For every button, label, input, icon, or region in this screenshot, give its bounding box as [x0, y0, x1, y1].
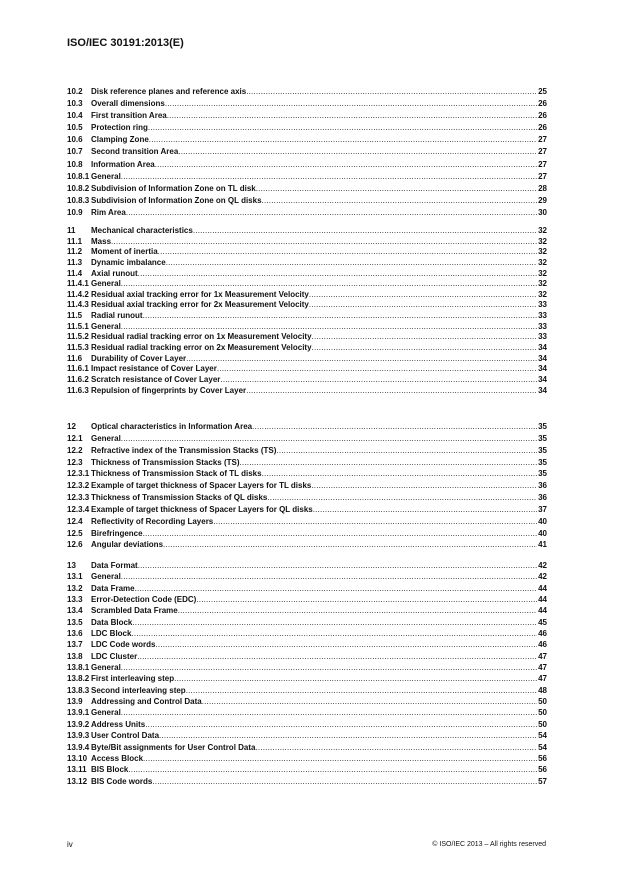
toc-entry-number: 12.1 — [67, 433, 83, 443]
toc-entry[interactable] — [67, 247, 547, 258]
toc-dot-leader — [163, 539, 537, 551]
toc-entry-title: BIS Block — [91, 765, 129, 775]
toc-entry-page: 47 — [538, 674, 547, 684]
toc-entry-title: Address Units — [91, 719, 146, 729]
toc-entry-title: Disk reference planes and reference axis — [91, 87, 247, 96]
toc-dot-leader — [220, 375, 537, 386]
toc-entry-page: 56 — [538, 765, 547, 775]
toc-entry-number: 10.5 — [67, 123, 83, 133]
toc-entry[interactable] — [67, 516, 547, 528]
toc-entry-page: 34 — [538, 343, 547, 353]
toc-entry-page: 47 — [538, 651, 547, 661]
toc-entry-number: 12.4 — [67, 516, 83, 526]
toc-entry-title: General — [91, 171, 121, 181]
toc-entry-title: Second transition Area — [91, 147, 179, 157]
toc-dot-leader — [178, 605, 537, 616]
toc-entry-number: 13.8.1 — [67, 663, 90, 673]
toc-entry[interactable] — [67, 468, 547, 480]
toc-entry-number: 13.9.4 — [67, 742, 90, 752]
toc-entry-number: 11.1 — [67, 236, 83, 246]
toc-entry[interactable] — [67, 226, 547, 237]
toc-entry-page: 45 — [538, 617, 547, 627]
toc-entry-page: 27 — [538, 171, 547, 181]
toc-entry[interactable] — [67, 122, 547, 134]
toc-entry-number: 13.8.3 — [67, 685, 90, 695]
toc-dot-leader — [186, 354, 537, 365]
toc-entry-number: 13.10 — [67, 753, 88, 763]
toc-entry-title: Residual radial tracking error on 2x Measurement Velocity — [91, 343, 312, 353]
toc-entry-number: 10.9 — [67, 207, 83, 217]
toc-entry-title: Data Format — [91, 561, 138, 570]
toc-entry-page: 47 — [538, 663, 547, 673]
toc-entry-page: 33 — [538, 300, 547, 310]
toc-entry[interactable] — [67, 605, 547, 616]
toc-entry[interactable] — [67, 480, 547, 492]
toc-dot-leader — [128, 764, 537, 775]
toc-entry-number: 10.2 — [67, 87, 83, 96]
toc-entry-page: 44 — [538, 595, 547, 605]
toc-entry-number: 12.3 — [67, 457, 83, 467]
toc-entry-title: Example of target thickness of Spacer Layers for TL disks — [91, 481, 312, 491]
toc-entry[interactable] — [67, 617, 547, 628]
toc-entry[interactable] — [67, 258, 547, 269]
toc-dot-leader — [121, 322, 537, 333]
toc-entry-title: Data Frame — [91, 583, 135, 593]
toc-entry-title: Information Area — [91, 159, 155, 169]
toc-entry[interactable] — [67, 685, 547, 696]
toc-entry-title: BIS Code words — [91, 776, 153, 786]
toc-entry-number: 11.4.2 — [67, 289, 89, 299]
toc-entry-title: Example of target thickness of Spacer Layers for QL disks — [91, 504, 313, 514]
toc-entry-number: 13.9.3 — [67, 731, 90, 741]
toc-dot-leader — [111, 237, 537, 248]
toc-entry[interactable] — [67, 753, 547, 764]
toc-dot-leader — [135, 583, 538, 594]
toc-entry-page: 34 — [538, 353, 547, 363]
toc-entry-page: 57 — [538, 776, 547, 786]
toc-entry-number: 11 — [67, 226, 76, 235]
toc-entry-title: General — [91, 708, 121, 718]
toc-dot-leader — [256, 183, 537, 195]
toc-dot-leader — [309, 290, 537, 301]
copyright-notice: © ISO/IEC 2013 – All rights reserved — [432, 841, 546, 848]
toc-entry-number: 11.6.3 — [67, 385, 89, 395]
toc-entry-title: Angular deviations — [91, 540, 164, 550]
toc-dot-leader — [178, 146, 537, 158]
toc-entry[interactable] — [67, 86, 547, 98]
toc-entry-title: Residual radial tracking error on 1x Measurement Velocity — [91, 332, 312, 342]
toc-dot-leader — [158, 247, 537, 258]
toc-entry-title: Repulsion of fingerprints by Cover Layer — [91, 385, 247, 395]
toc-dot-leader — [155, 639, 537, 650]
toc-entry-number: 13.9.1 — [67, 708, 90, 718]
toc-entry-title: Birefringence — [91, 528, 143, 538]
toc-entry[interactable] — [67, 651, 547, 662]
toc-entry[interactable] — [67, 183, 547, 195]
toc-entry-page: 50 — [538, 719, 547, 729]
toc-entry-title: General — [91, 321, 121, 331]
toc-entry-number: 12.3.1 — [67, 469, 90, 479]
toc-entry[interactable] — [67, 457, 547, 469]
toc-entry[interactable] — [67, 742, 547, 753]
toc-dot-leader — [137, 651, 537, 662]
toc-entry-number: 12.3.4 — [67, 504, 90, 514]
toc-entry-number: 13.1 — [67, 572, 83, 582]
toc-dot-leader — [196, 594, 537, 605]
page-number: iv — [67, 840, 73, 849]
toc-entry-page: 33 — [538, 332, 547, 342]
toc-entry-title: General — [91, 433, 121, 443]
toc-entry-page: 32 — [538, 268, 547, 278]
toc-dot-leader — [148, 122, 537, 134]
toc-entry-page: 36 — [538, 493, 547, 503]
toc-entry-title: Scrambled Data Frame — [91, 606, 178, 616]
toc-entry[interactable] — [67, 662, 547, 673]
toc-dot-leader — [145, 719, 537, 730]
toc-entry-page: 32 — [538, 279, 547, 289]
toc-entry-title: Access Block — [91, 753, 144, 763]
toc-entry-page: 30 — [538, 207, 547, 217]
toc-dot-leader — [252, 421, 537, 433]
toc-entry-title: Clamping Zone — [91, 135, 149, 145]
toc-dot-leader — [149, 134, 537, 146]
toc-entry-page: 32 — [538, 226, 547, 235]
toc-dot-leader — [217, 364, 537, 375]
toc-entry[interactable] — [67, 159, 547, 171]
toc-entry[interactable] — [67, 764, 547, 775]
toc-entry[interactable] — [67, 583, 547, 594]
toc-entry[interactable] — [67, 673, 547, 684]
toc-entry-page: 46 — [538, 629, 547, 639]
toc-dot-leader — [132, 617, 537, 628]
toc-entry-title: First interleaving step — [91, 674, 175, 684]
toc-entry-number: 12.6 — [67, 540, 83, 550]
toc-entry[interactable] — [67, 492, 547, 504]
toc-entry-number: 13.4 — [67, 606, 83, 616]
toc-entry-title: LDC Code words — [91, 640, 156, 650]
toc-group-13 — [67, 560, 547, 787]
toc-entry[interactable] — [67, 730, 547, 741]
toc-entry-number: 13.5 — [67, 617, 83, 627]
toc-entry-title: Addressing and Control Data — [91, 697, 202, 707]
toc-entry-number: 13.7 — [67, 640, 83, 650]
toc-entry-title: First transition Area — [91, 111, 167, 121]
toc-entry-page: 36 — [538, 481, 547, 491]
toc-entry-title: Protection ring — [91, 123, 148, 133]
toc-dot-leader — [121, 571, 537, 582]
toc-dot-leader — [155, 159, 537, 171]
toc-entry-number: 10.7 — [67, 147, 83, 157]
toc-dot-leader — [262, 195, 538, 207]
toc-entry-title: General — [91, 663, 121, 673]
toc-entry[interactable] — [67, 354, 547, 365]
toc-entry-number: 13.6 — [67, 629, 83, 639]
toc-entry[interactable] — [67, 322, 547, 333]
toc-entry-page: 27 — [538, 147, 547, 157]
toc-dot-leader — [138, 560, 537, 571]
toc-entry-title: Optical characteristics in Information Area — [91, 422, 253, 431]
toc-entry-number: 13 — [67, 561, 76, 570]
toc-entry-title: Byte/Bit assignments for User Control Data — [91, 742, 256, 752]
toc-dot-leader — [126, 207, 537, 219]
toc-dot-leader — [152, 776, 537, 787]
toc-entry[interactable] — [67, 98, 547, 110]
toc-entry-title: Reflectivity of Recording Layers — [91, 516, 214, 526]
toc-group-10 — [67, 86, 547, 219]
toc-entry-page: 54 — [538, 731, 547, 741]
toc-dot-leader — [312, 332, 538, 343]
toc-entry-title: Data Block — [91, 617, 133, 627]
toc-entry-number: 13.8 — [67, 651, 83, 661]
toc-entry-page: 28 — [538, 183, 547, 193]
toc-entry[interactable] — [67, 171, 547, 183]
toc-entry-page: 34 — [538, 385, 547, 395]
toc-entry-number: 13.11 — [67, 765, 87, 775]
toc-entry[interactable] — [67, 364, 547, 375]
toc-entry-number: 13.9.2 — [67, 719, 90, 729]
toc-entry-title: Refractive index of the Transmission Stacks (TS) — [91, 445, 277, 455]
toc-entry-page: 35 — [538, 445, 547, 455]
toc-entry-title: Thickness of Transmission Stacks of QL disks — [91, 493, 268, 503]
toc-entry-title: Dynamic imbalance — [91, 257, 166, 267]
toc-entry-number: 10.6 — [67, 135, 83, 145]
toc-dot-leader — [309, 300, 537, 311]
toc-dot-leader — [159, 730, 537, 741]
toc-entry-number: 13.12 — [67, 776, 88, 786]
toc-dot-leader — [186, 685, 537, 696]
toc-entry-number: 11.5.2 — [67, 332, 89, 342]
toc-entry-number: 11.5 — [67, 311, 83, 321]
toc-entry-number: 12 — [67, 422, 76, 431]
toc-entry-title: Overall dimensions — [91, 99, 165, 109]
toc-dot-leader — [121, 279, 537, 290]
toc-entry-title: Mechanical characteristics — [91, 226, 193, 235]
toc-entry[interactable] — [67, 719, 547, 730]
toc-entry[interactable] — [67, 560, 547, 571]
toc-entry-title: LDC Block — [91, 629, 132, 639]
toc-entry-page: 40 — [538, 516, 547, 526]
toc-entry-title: LDC Cluster — [91, 651, 138, 661]
toc-entry-page: 27 — [538, 159, 547, 169]
toc-entry-title: Error-Detection Code (EDC) — [91, 595, 197, 605]
toc-entry-page: 44 — [538, 606, 547, 616]
toc-entry-number: 11.5.3 — [67, 343, 89, 353]
toc-dot-leader — [255, 742, 537, 753]
toc-entry-number: 10.8.3 — [67, 195, 90, 205]
toc-entry[interactable] — [67, 504, 547, 516]
toc-entry-page: 32 — [538, 289, 547, 299]
toc-entry[interactable] — [67, 421, 547, 433]
toc-dot-leader — [143, 528, 538, 540]
toc-dot-leader — [240, 457, 538, 469]
toc-entry-title: Subdivision of Information Zone on QL disks — [91, 195, 262, 205]
toc-entry-number: 11.4.3 — [67, 300, 89, 310]
document-header: ISO/IEC 30191:2013(E) — [67, 37, 184, 49]
toc-entry-page: 34 — [538, 374, 547, 384]
toc-entry[interactable] — [67, 386, 547, 397]
toc-entry-number: 10.8.1 — [67, 171, 90, 181]
toc-entry[interactable] — [67, 776, 547, 787]
toc-dot-leader — [166, 258, 537, 269]
toc-entry-title: Axial runout — [91, 268, 138, 278]
toc-dot-leader — [246, 86, 537, 98]
toc-dot-leader — [313, 504, 537, 516]
toc-entry[interactable] — [67, 707, 547, 718]
toc-entry-page: 35 — [538, 433, 547, 443]
toc-dot-leader — [193, 226, 537, 237]
toc-entry[interactable] — [67, 639, 547, 650]
toc-dot-leader — [143, 311, 538, 322]
toc-entry-number: 11.6.2 — [67, 374, 89, 384]
toc-entry-page: 27 — [538, 135, 547, 145]
toc-entry-title: Scratch resistance of Cover Layer — [91, 374, 221, 384]
toc-entry-number: 12.2 — [67, 445, 83, 455]
toc-entry-title: Mass — [91, 236, 112, 246]
toc-entry-title: Rim Area — [91, 207, 126, 217]
toc-entry[interactable] — [67, 528, 547, 540]
toc-entry-page: 33 — [538, 321, 547, 331]
toc-entry-number: 12.3.2 — [67, 481, 90, 491]
toc-entry[interactable] — [67, 433, 547, 445]
toc-entry-page: 56 — [538, 753, 547, 763]
toc-entry-title: User Control Data — [91, 731, 160, 741]
toc-dot-leader — [213, 516, 537, 528]
toc-group-11 — [67, 226, 547, 396]
toc-entry[interactable] — [67, 375, 547, 386]
toc-entry-page: 50 — [538, 708, 547, 718]
toc-entry-title: Subdivision of Information Zone on TL disk — [91, 183, 256, 193]
toc-entry-page: 50 — [538, 697, 547, 707]
toc-entry[interactable] — [67, 332, 547, 343]
toc-entry-number: 11.4.1 — [67, 279, 89, 289]
toc-entry-number: 12.3.3 — [67, 493, 90, 503]
toc-entry-page: 46 — [538, 640, 547, 650]
toc-entry-number: 11.6.1 — [67, 364, 89, 374]
toc-entry-page: 26 — [538, 111, 547, 121]
toc-entry-page: 32 — [538, 236, 547, 246]
toc-entry-page: 35 — [538, 457, 547, 467]
toc-entry-page: 35 — [538, 469, 547, 479]
toc-dot-leader — [174, 673, 537, 684]
toc-entry-page: 29 — [538, 195, 547, 205]
toc-entry[interactable] — [67, 279, 547, 290]
toc-dot-leader — [121, 171, 537, 183]
toc-entry[interactable] — [67, 539, 547, 551]
toc-entry-number: 13.3 — [67, 595, 83, 605]
toc-entry-title: Second interleaving step — [91, 685, 186, 695]
toc-entry-page: 41 — [538, 540, 547, 550]
toc-entry-number: 11.4 — [67, 268, 83, 278]
toc-group-12 — [67, 421, 547, 551]
toc-entry-page: 42 — [538, 561, 547, 570]
toc-entry-page: 40 — [538, 528, 547, 538]
toc-entry-number: 10.8 — [67, 159, 83, 169]
toc-entry-page: 33 — [538, 311, 547, 321]
toc-dot-leader — [131, 628, 537, 639]
toc-entry[interactable] — [67, 195, 547, 207]
toc-entry-number: 11.6 — [67, 353, 83, 363]
toc-entry[interactable] — [67, 110, 547, 122]
toc-entry[interactable] — [67, 207, 547, 219]
toc-dot-leader — [121, 662, 537, 673]
toc-entry-title: Thickness of Transmission Stacks (TS) — [91, 457, 240, 467]
toc-entry-number: 11.3 — [67, 257, 83, 267]
toc-entry[interactable] — [67, 300, 547, 311]
toc-entry-page: 54 — [538, 742, 547, 752]
toc-entry-number: 13.9 — [67, 697, 83, 707]
toc-entry-page: 35 — [538, 422, 547, 431]
toc-entry-number: 11.5.1 — [67, 321, 89, 331]
toc-dot-leader — [121, 707, 537, 718]
toc-entry-number: 13.8.2 — [67, 674, 90, 684]
toc-entry[interactable] — [67, 290, 547, 301]
toc-entry-title: Radial runout — [91, 311, 143, 321]
toc-dot-leader — [276, 445, 537, 457]
toc-entry-page: 48 — [538, 685, 547, 695]
toc-entry[interactable] — [67, 134, 547, 146]
toc-entry-title: Durability of Cover Layer — [91, 353, 187, 363]
toc-entry[interactable] — [67, 146, 547, 158]
toc-entry[interactable] — [67, 343, 547, 354]
toc-entry-page: 37 — [538, 504, 547, 514]
toc-dot-leader — [121, 433, 537, 445]
toc-dot-leader — [165, 98, 537, 110]
toc-entry-title: General — [91, 279, 121, 289]
toc-dot-leader — [167, 110, 537, 122]
toc-dot-leader — [246, 386, 537, 397]
toc-entry[interactable] — [67, 571, 547, 582]
toc-entry-number: 13.2 — [67, 583, 83, 593]
toc-entry-title: Residual axial tracking error for 1x Measurement Velocity — [91, 289, 309, 299]
toc-dot-leader — [202, 696, 537, 707]
toc-entry-number: 10.3 — [67, 99, 83, 109]
toc-dot-leader — [138, 269, 537, 280]
toc-dot-leader — [262, 468, 538, 480]
toc-entry[interactable] — [67, 628, 547, 639]
toc-entry-page: 42 — [538, 572, 547, 582]
toc-entry[interactable] — [67, 237, 547, 248]
toc-dot-leader — [311, 480, 537, 492]
toc-entry-page: 44 — [538, 583, 547, 593]
toc-entry-page: 32 — [538, 257, 547, 267]
toc-entry[interactable] — [67, 594, 547, 605]
toc-entry-title: Thickness of Transmission Stack of TL disks — [91, 469, 262, 479]
toc-entry-title: Impact resistance of Cover Layer — [91, 364, 217, 374]
toc-entry-number: 10.4 — [67, 111, 83, 121]
toc-entry-number: 12.5 — [67, 528, 83, 538]
toc-entry[interactable] — [67, 269, 547, 280]
toc-entry[interactable] — [67, 311, 547, 322]
toc-entry[interactable] — [67, 445, 547, 457]
toc-entry-page: 32 — [538, 247, 547, 257]
toc-entry-page: 34 — [538, 364, 547, 374]
toc-entry-page: 25 — [538, 87, 547, 96]
toc-entry-page: 26 — [538, 99, 547, 109]
toc-dot-leader — [267, 492, 537, 504]
toc-entry-title: Moment of inertia — [91, 247, 158, 257]
toc-entry-title: Residual axial tracking error for 2x Measurement Velocity — [91, 300, 309, 310]
toc-dot-leader — [312, 343, 538, 354]
toc-entry-page: 26 — [538, 123, 547, 133]
toc-entry-number: 11.2 — [67, 247, 83, 257]
toc-entry-title: General — [91, 572, 121, 582]
toc-entry[interactable] — [67, 696, 547, 707]
toc-entry-number: 10.8.2 — [67, 183, 90, 193]
toc-dot-leader — [143, 753, 537, 764]
